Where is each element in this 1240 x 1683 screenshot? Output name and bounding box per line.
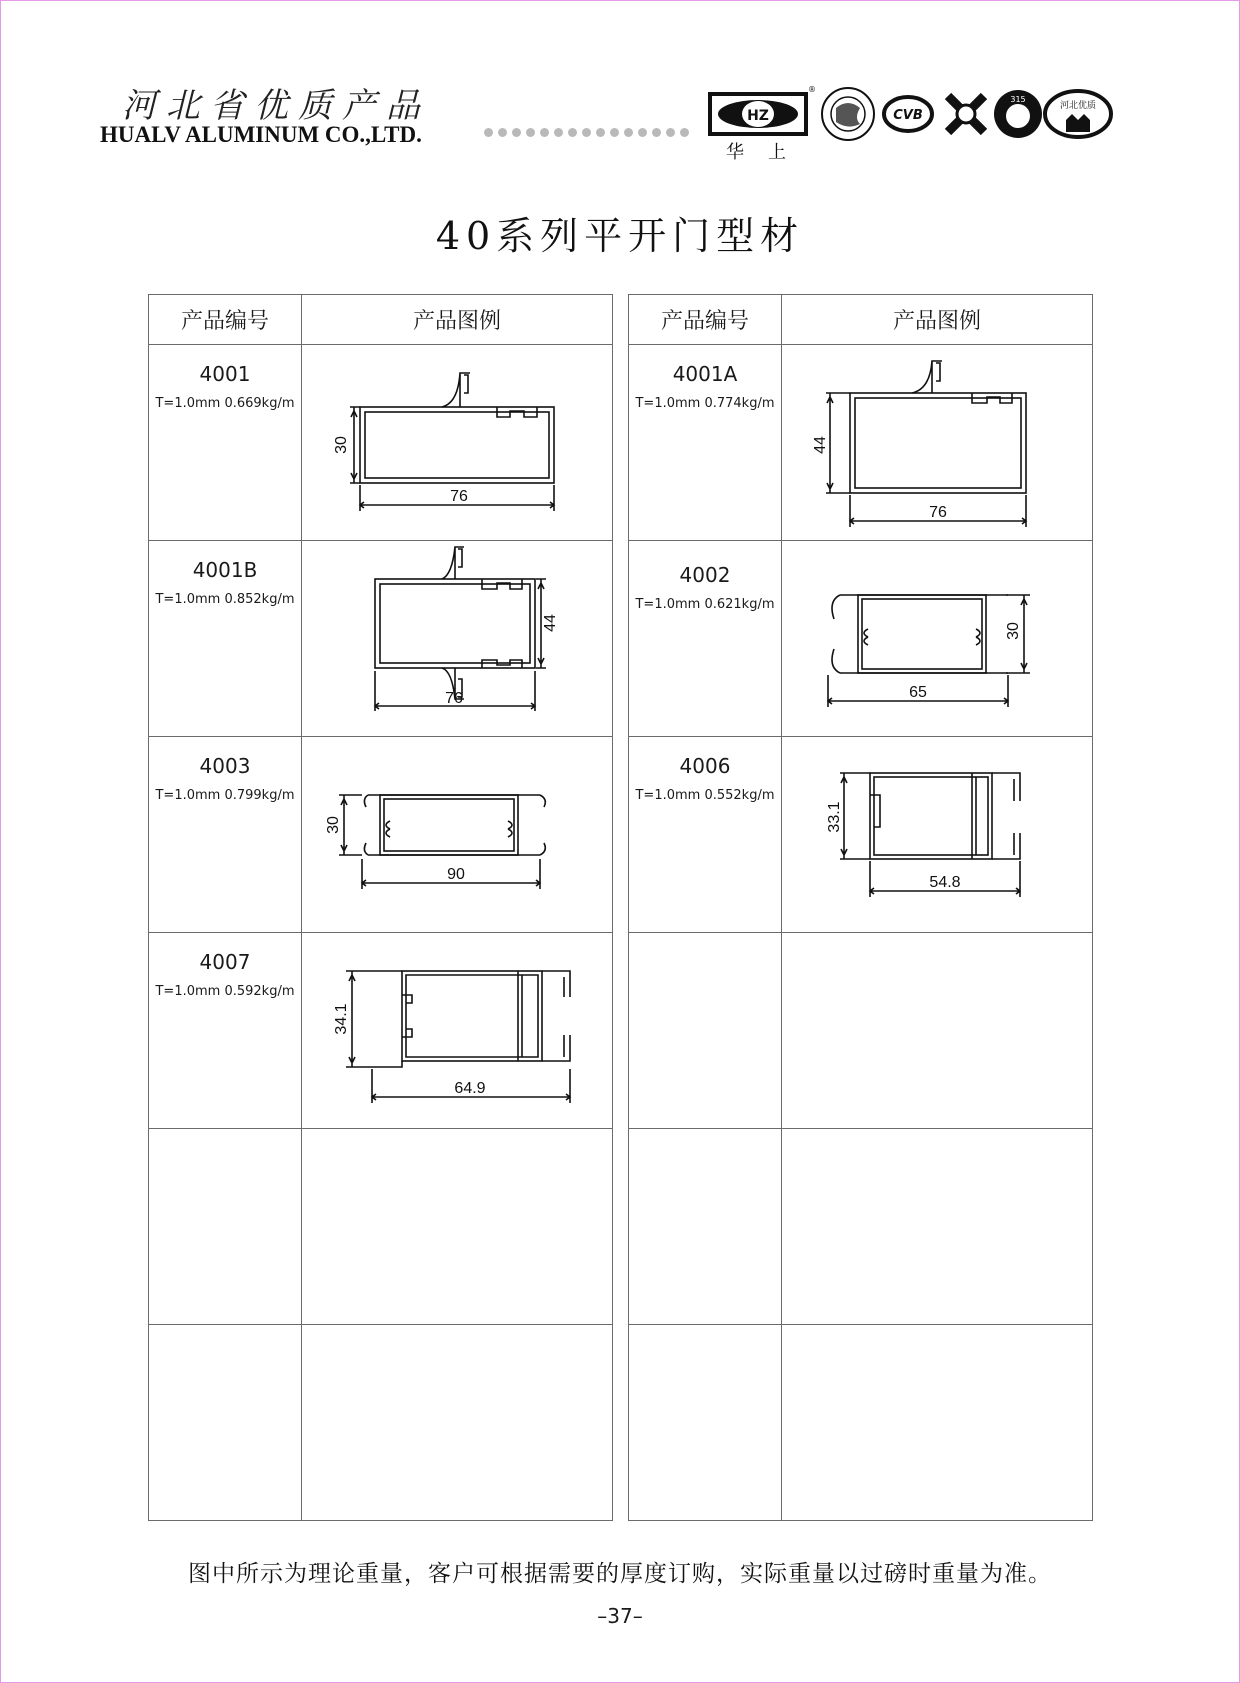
product-code: 4001A [672, 362, 738, 386]
dim-height-label: 33.1 [826, 801, 843, 833]
svg-text:HZ: HZ [747, 108, 769, 124]
table-header-row [629, 295, 1093, 345]
globe-seal-icon [822, 88, 874, 140]
table-row [149, 541, 613, 737]
product-spec: T=1.0mm 0.669kg/m [155, 396, 295, 411]
dim-height-label: 44 [542, 614, 559, 632]
table-row [149, 933, 613, 1129]
product-code: 4003 [199, 754, 251, 778]
dim-height-label: 30 [333, 436, 350, 454]
header-title-cn: 河北省优质产品 [122, 86, 430, 126]
product-spec: T=1.0mm 0.852kg/m [155, 592, 295, 607]
profile-drawing-4001B [302, 541, 613, 736]
table-row [149, 345, 613, 541]
x-mark-icon [944, 92, 988, 136]
profile-drawing-4001A [782, 345, 1093, 540]
product-info-cell [149, 345, 302, 541]
header-product-code: 产品编号 [629, 295, 782, 345]
certification-logos [708, 84, 1148, 144]
product-code: 4001 [199, 362, 251, 386]
dim-height-label: 30 [1005, 622, 1022, 640]
brand-label: 华上 [726, 142, 810, 163]
product-drawing-cell [302, 933, 613, 1129]
product-spec: T=1.0mm 0.592kg/m [155, 984, 295, 999]
product-code: 4001B [192, 558, 258, 582]
product-code: 4006 [679, 754, 731, 778]
dim-width-label: 76 [929, 504, 947, 521]
product-spec: T=1.0mm 0.552kg/m [635, 788, 775, 803]
product-drawing-cell [302, 345, 613, 541]
table-row [629, 737, 1093, 933]
table-row [149, 737, 613, 933]
profile-drawing-4002 [782, 541, 1093, 736]
profile-drawing-4001 [302, 345, 613, 540]
page-title: 40系列平开门型材 [435, 214, 805, 258]
hebei-quality-seal-icon [1045, 91, 1111, 137]
product-info-cell [629, 737, 782, 933]
header-company-en: HUALV ALUMINUM CO.,LTD. [100, 122, 422, 147]
svg-text:CVB: CVB [893, 108, 923, 123]
dim-width-label: 64.9 [454, 1080, 486, 1097]
table-row-empty [149, 1325, 613, 1521]
dim-width-label: 76 [445, 690, 463, 707]
header-dot-rule [484, 128, 689, 137]
product-info-cell [149, 541, 302, 737]
brand-logo-icon [710, 85, 816, 134]
dim-height-label: 30 [325, 816, 342, 834]
dim-width-label: 90 [447, 866, 465, 883]
dim-width-label: 65 [909, 684, 927, 701]
header-product-image: 产品图例 [302, 295, 613, 345]
table-row-empty [629, 933, 1093, 1129]
product-drawing-cell [782, 541, 1093, 737]
dim-height-label: 34.1 [333, 1003, 350, 1035]
table-row-empty [629, 1325, 1093, 1521]
product-spec: T=1.0mm 0.799kg/m [155, 788, 295, 803]
product-spec: T=1.0mm 0.621kg/m [635, 597, 775, 612]
header-product-code: 产品编号 [149, 295, 302, 345]
product-code: 4002 [679, 563, 731, 587]
cvb-quality-icon [884, 97, 932, 131]
table-row-empty [149, 1129, 613, 1325]
product-table-right [628, 294, 1093, 1521]
profile-drawing-4007 [302, 933, 613, 1128]
dim-width-label: 76 [450, 488, 468, 505]
table-header-row [149, 295, 613, 345]
header-product-image: 产品图例 [782, 295, 1093, 345]
product-spec: T=1.0mm 0.774kg/m [635, 396, 775, 411]
profile-drawing-4003 [302, 737, 613, 932]
profile-drawing-4006 [782, 737, 1093, 932]
svg-text:®: ® [808, 85, 816, 94]
table-row [629, 345, 1093, 541]
product-drawing-cell [782, 345, 1093, 541]
table-row [629, 541, 1093, 737]
product-info-cell [629, 345, 782, 541]
table-row-empty [629, 1129, 1093, 1325]
product-code: 4007 [199, 950, 251, 974]
dim-height-label: 44 [812, 436, 829, 454]
dim-width-label: 54.8 [929, 874, 961, 891]
product-info-cell [629, 541, 782, 737]
product-info-cell [149, 737, 302, 933]
product-drawing-cell [302, 541, 613, 737]
product-table-left [148, 294, 613, 1521]
product-info-cell [149, 933, 302, 1129]
svg-text:315: 315 [1010, 95, 1026, 104]
page-number: –37– [597, 1604, 643, 1628]
product-drawing-cell [302, 737, 613, 933]
footnote: 图中所示为理论重量，客户可根据需要的厚度订购，实际重量以过磅时重量为准。 [188, 1561, 1052, 1587]
quality-badge-icon [994, 90, 1042, 138]
svg-text:河北优质: 河北优质 [1059, 101, 1097, 111]
product-drawing-cell [782, 737, 1093, 933]
